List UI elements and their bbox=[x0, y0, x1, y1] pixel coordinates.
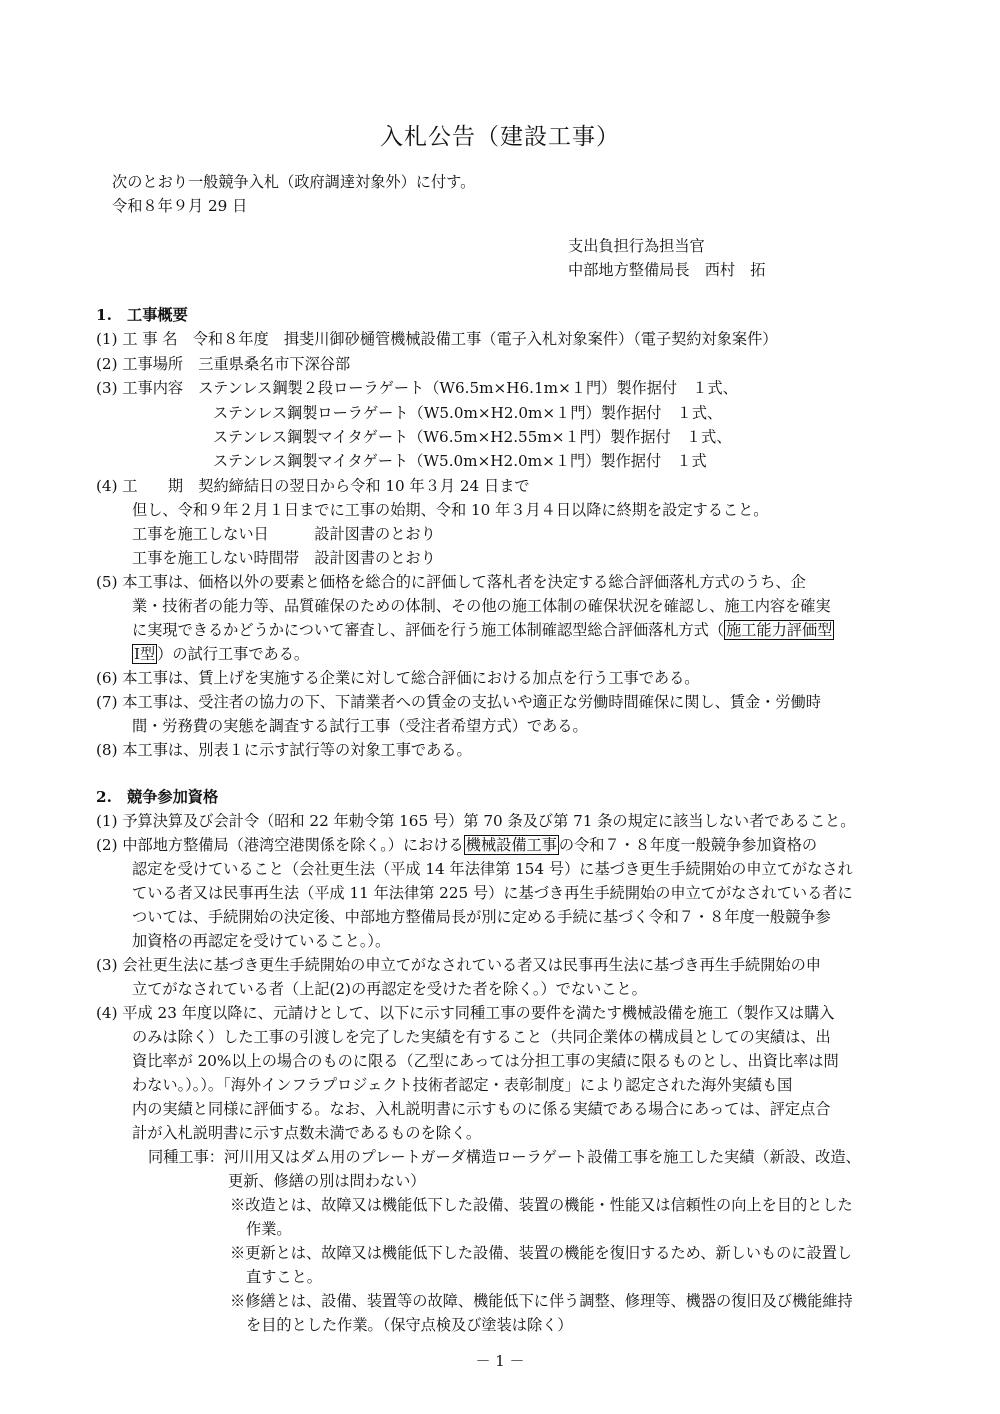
s2-line: を目的とした作業。（保守点検及び塗装は除く） bbox=[246, 1316, 573, 1334]
s2-line: 内の実績と同様に評価する。なお、入札説明書に示すものに係る実績である場合にあっては、評定点合 bbox=[132, 1100, 831, 1118]
s2-text: の令和７・８年度一般競争参加資格の bbox=[558, 836, 818, 854]
document-title: 入札公告（建設工事） bbox=[380, 124, 620, 150]
s2-line: 同種工事：河川用又はダム用のプレートガーダ構造ローラゲート設備工事を施工した実績（新設、改造、 bbox=[148, 1148, 861, 1166]
page-number: － 1 － bbox=[475, 1352, 525, 1370]
s1-line: (7) 本工事は、受注者の協力の下、下請業者への賃金の支払いや適正な労働時間確保に関し、賃金・労働時 bbox=[96, 693, 821, 711]
s2-line: ※改造とは、故障又は機能低下した設備、装置の機能・性能又は信頼性の向上を目的とした bbox=[230, 1196, 853, 1214]
s1-line: (2) 工事場所 三重県桑名市下深谷部 bbox=[96, 355, 351, 373]
s2-line: のみは除く）した工事の引渡しを完了した実績を有すること（共同企業体の構成員としての実績は、出 bbox=[132, 1028, 831, 1046]
s2-line: ※修繕とは、設備、装置等の故障、機能低下に伴う調整、修理等、機器の復旧及び機能維持 bbox=[230, 1292, 853, 1310]
s2-line: ついては、手続開始の決定後、中部地方整備局長が別に定める手続に基づく令和７・８年度一般競争参 bbox=[132, 908, 831, 926]
s1-line: 工事を施工しない時間帯 設計図書のとおり bbox=[132, 549, 436, 567]
issue-date: 令和８年９月 29 日 bbox=[112, 197, 248, 215]
s2-line: ている者又は民事再生法（平成 11 年法律第 225 号）に基づき再生手続開始の申立てがなされている者に bbox=[132, 884, 853, 902]
s1-line: (6) 本工事は、賃上げを実施する企業に対して総合評価における加点を行う工事である。 bbox=[96, 669, 700, 687]
s1-line: 間・労務費の実態を調査する試行工事（受注者希望方式）である。 bbox=[132, 717, 588, 735]
s2-line: 更新、修繕の別は問わない） bbox=[228, 1172, 426, 1190]
s1-line: 但し、令和９年２月１日までに工事の始期、令和 10 年３月４日以降に終期を設定すること。 bbox=[132, 501, 769, 519]
s1-line: (8) 本工事は、別表１に示す試行等の対象工事である。 bbox=[96, 741, 472, 759]
s2-line: (4) 平成 23 年度以降に、元請けとして、以下に示す同種工事の要件を満たす機械設備を施工（製作又は購入 bbox=[96, 1004, 835, 1022]
s1-line: ステンレス鋼製マイタゲート（W6.5m×H2.55m×１門）製作据付 １式、 bbox=[213, 428, 732, 446]
s2-line: 加資格の再認定を受けていること。）。 bbox=[132, 932, 391, 950]
s2-line: (1) 予算決算及び会計令（昭和 22 年勅令第 165 号）第 70 条及び第 71 条の規定に該当しない者であること。 bbox=[96, 812, 856, 830]
s1-line bbox=[132, 642, 309, 666]
s2-line: 立てがなされている者（上記(2)の再認定を受けた者を除く。）でないこと。 bbox=[132, 980, 647, 998]
s1-line: (4) 工 期 契約締結日の翌日から令和 10 年３月 24 日まで bbox=[96, 477, 530, 495]
s2-line: わない。）。）。「海外インフラプロジェクト技術者認定・表彰制度」により認定された海外実績も国 bbox=[132, 1076, 793, 1094]
boxed-term: 機械設備工事 bbox=[465, 836, 557, 854]
boxed-term: Ⅰ型 bbox=[134, 645, 156, 663]
s1-line: 業・技術者の能力等、品質確保のための体制、その他の施工体制の確保状況を確認し、施工内容を確実 bbox=[132, 597, 831, 615]
s2-line: 資比率が 20%以上の場合のものに限る（乙型にあっては分担工事の実績に限るものとし、出資比率は問 bbox=[132, 1052, 839, 1070]
s2-line: 作業。 bbox=[246, 1220, 292, 1238]
s1-text: ）の試行工事である。 bbox=[157, 645, 310, 663]
s1-line: (5) 本工事は、価格以外の要素と価格を総合的に評価して落札者を決定する総合評価落札方式のうち、企 bbox=[96, 573, 806, 591]
section-2-heading: 2. 競争参加資格 bbox=[96, 788, 219, 806]
s1-line: ステンレス鋼製ローラゲート（W5.0m×H2.0m×１門）製作据付 １式、 bbox=[213, 404, 723, 422]
issuer-title: 支出負担行為担当官 bbox=[568, 237, 705, 255]
s1-line: 工事を施工しない日 設計図書のとおり bbox=[132, 525, 436, 543]
s1-line bbox=[132, 618, 834, 642]
issuer-name: 中部地方整備局長 西村 拓 bbox=[568, 261, 766, 279]
s1-line: (3) 工事内容 ステンレス鋼製２段ローラゲート（W6.5m×H6.1m×１門）製作据付 １式、 bbox=[96, 379, 738, 397]
boxed-term: 施工能力評価型 bbox=[726, 621, 833, 639]
section-1-heading: 1. 工事概要 bbox=[96, 306, 188, 324]
s2-line bbox=[96, 833, 817, 857]
s2-line: ※更新とは、故障又は機能低下した設備、装置の機能を復旧するため、新しいものに設置し bbox=[230, 1244, 853, 1262]
s2-line: 直すこと。 bbox=[246, 1268, 322, 1286]
s1-line: ステンレス鋼製マイタゲート（W5.0m×H2.0m×１門）製作据付 １式 bbox=[213, 452, 707, 470]
s1-line: (1) 工 事 名 令和８年度 揖斐川御砂樋管機械設備工事（電子入札対象案件）（電子契約対象案件） bbox=[96, 330, 778, 348]
s2-text: (2) 中部地方整備局（港湾空港関係を除く。）における bbox=[96, 836, 464, 854]
s2-line: 認定を受けていること（会社更生法（平成 14 年法律第 154 号）に基づき更生手続開始の申立てがなされ bbox=[132, 860, 853, 878]
s1-text: に実現できるかどうかについて審査し、評価を行う施工体制確認型総合評価落札方式（ bbox=[132, 621, 725, 639]
s2-line: (3) 会社更生法に基づき更生手続開始の申立てがなされている者又は民事再生法に基づき再生手続開始の申 bbox=[96, 956, 821, 974]
s2-line: 計が入札説明書に示す点数未満であるものを除く。 bbox=[132, 1124, 482, 1142]
intro-text: 次のとおり一般競争入札（政府調達対象外）に付す。 bbox=[112, 173, 476, 191]
